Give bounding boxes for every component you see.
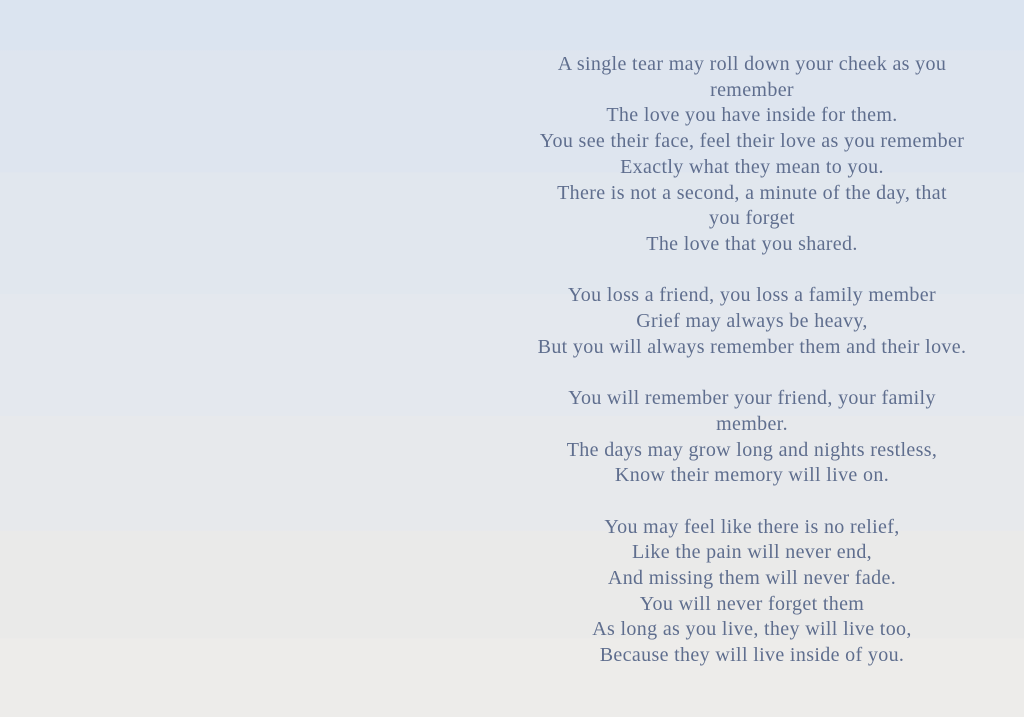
poem-line: Grief may always be heavy,: [636, 310, 868, 333]
poem-line: You loss a friend, you loss a family member: [568, 284, 936, 307]
poem-line: You may feel like there is no relief,: [604, 515, 900, 538]
poem-line: And missing them will never fade.: [607, 567, 897, 590]
poem-stanza: [512, 386, 992, 489]
poem-stanza: [512, 515, 992, 669]
poem-line: As long as you live, they will live too,: [592, 618, 912, 641]
poem-line: Because they will live inside of you.: [599, 644, 905, 667]
poem-stanza: [512, 283, 992, 360]
poem-line: remember: [710, 78, 794, 101]
poem-line: member.: [716, 412, 788, 435]
poem-line: The love that you shared.: [646, 232, 858, 255]
poem-line: There is not a second, a minute of the day, that: [557, 181, 947, 204]
poem-line: Exactly what they mean to you.: [620, 155, 884, 178]
poem-line: You will never forget them: [639, 592, 865, 615]
poem-line: The love you have inside for them.: [606, 104, 898, 127]
poem-line: But you will always remember them and their love.: [537, 335, 967, 358]
poem-line: Know their memory will live on.: [614, 464, 890, 487]
poem-line: A single tear may roll down your cheek as you: [557, 53, 947, 75]
poem-stanza: [512, 52, 992, 258]
poem-line: You will remember your friend, your family: [568, 387, 936, 410]
poem-line: you forget: [709, 207, 795, 230]
poem-text-block: [512, 52, 992, 669]
poem-line: Like the pain will never end,: [631, 541, 873, 564]
poem-line: The days may grow long and nights restless,: [566, 438, 938, 461]
poem-line: You see their face, feel their love as you remember: [539, 130, 965, 153]
